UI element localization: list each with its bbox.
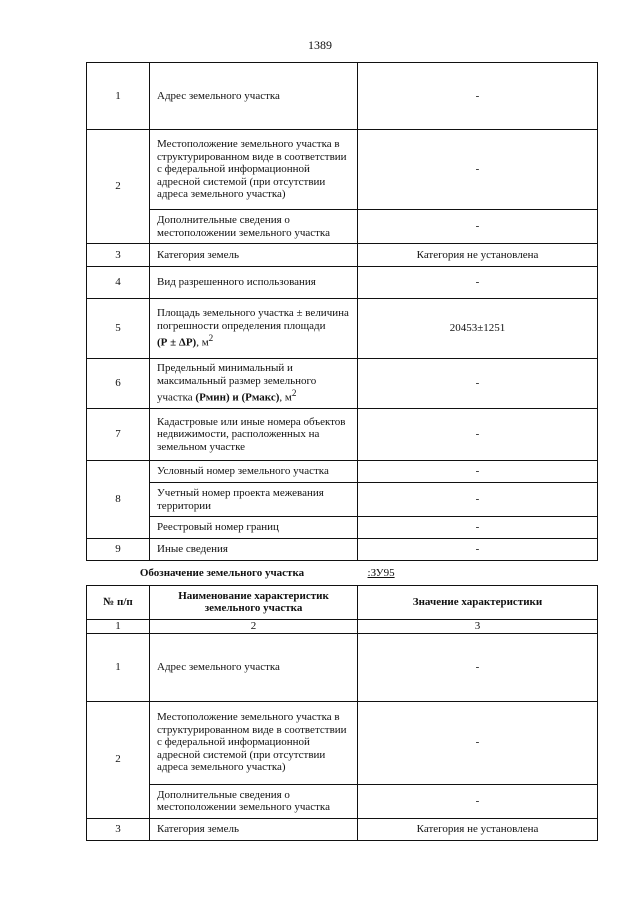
area-unit: , м (196, 337, 209, 350)
header-row (87, 585, 598, 619)
page-number: 1389 (308, 38, 332, 52)
row-value: - (358, 539, 598, 561)
table-row (87, 299, 598, 359)
row-value: - (358, 210, 598, 244)
row-number: 4 (87, 267, 150, 299)
row-label: Кадастровые или иные номера объектов недвижимости, расположенных на земельном участке (150, 409, 358, 461)
row-label: Дополнительные сведения о местоположении земельного участка (150, 210, 358, 244)
header-num: № п/п (87, 585, 150, 619)
row-number: 2 (87, 701, 150, 818)
column-number: 2 (150, 619, 358, 633)
row-label: Вид разрешенного использования (150, 267, 358, 299)
table-row (87, 130, 598, 210)
row-label: Категория земель (150, 244, 358, 267)
row-number: 8 (87, 461, 150, 539)
size-unit-power: 2 (291, 388, 297, 399)
table-row (87, 633, 598, 701)
row-number: 1 (87, 63, 150, 130)
row-number: 9 (87, 539, 150, 561)
header-value: Значение характеристики (358, 585, 598, 619)
row-label: Реестровый номер границ (150, 517, 358, 539)
area-formula: (Р ± ΔР) (157, 337, 197, 350)
row-value: - (358, 633, 598, 701)
row-label: Дополнительные сведения о местоположении земельного участка (150, 784, 358, 818)
row-label: Учетный номер проекта межевания территории (150, 483, 358, 517)
row-value: Категория не установлена (358, 818, 598, 840)
row-value: Категория не установлена (358, 244, 598, 267)
row-label: Адрес земельного участка (150, 63, 358, 130)
header-name: Наименование характеристик земельного участка (150, 585, 358, 619)
row-label: Местоположение земельного участка в структурированном виде в соответствии с федеральной информационной адресной системой (при отсутствии адреса земельного участка) (150, 130, 358, 210)
row-value: 20453±1251 (358, 299, 598, 359)
row-value: - (358, 461, 598, 483)
column-number-row (87, 619, 598, 633)
row-number: 3 (87, 244, 150, 267)
table-row (87, 701, 598, 784)
row-label: Иные сведения (150, 539, 358, 561)
row-number: 7 (87, 409, 150, 461)
row-number: 1 (87, 633, 150, 701)
row-label (150, 299, 358, 359)
table-row (87, 267, 598, 299)
area-label-text: Площадь земельного участка ± величина погрешности определения площади (157, 307, 349, 332)
table-row (87, 483, 598, 517)
row-label (150, 359, 358, 409)
area-unit-power: 2 (208, 333, 214, 344)
row-value: - (358, 63, 598, 130)
row-label: Адрес земельного участка (150, 633, 358, 701)
row-value: - (358, 784, 598, 818)
row-number: 5 (87, 299, 150, 359)
land-plot-table-2 (86, 561, 598, 841)
row-value: - (358, 267, 598, 299)
row-value: - (358, 359, 598, 409)
designation-row (87, 561, 598, 585)
column-number: 1 (87, 619, 150, 633)
row-label: Условный номер земельного участка (150, 461, 358, 483)
table-row (87, 784, 598, 818)
land-plot-table-1 (86, 62, 598, 561)
size-label-text: Предельный минимальный и максимальный размер земельного участка (157, 362, 317, 405)
designation-label: Обозначение земельного участка (139, 566, 305, 579)
table-row (87, 210, 598, 244)
column-number: 3 (358, 619, 598, 633)
row-number: 3 (87, 818, 150, 840)
table-row (87, 244, 598, 267)
designation-value: :ЗУ95 (367, 566, 395, 579)
size-formula: (Рмин) и (Рмакс) (195, 392, 280, 405)
row-value: - (358, 409, 598, 461)
table-row (87, 517, 598, 539)
table-row (87, 818, 598, 840)
row-value: - (358, 130, 598, 210)
row-value: - (358, 483, 598, 517)
table-row (87, 539, 598, 561)
row-label: Категория земель (150, 818, 358, 840)
row-value: - (358, 517, 598, 539)
table-row (87, 461, 598, 483)
row-number: 6 (87, 359, 150, 409)
row-value: - (358, 701, 598, 784)
row-number: 2 (87, 130, 150, 244)
table-row (87, 359, 598, 409)
table-row (87, 409, 598, 461)
row-label: Местоположение земельного участка в структурированном виде в соответствии с федеральной информационной адресной системой (при отсутствии адреса земельного участка) (150, 701, 358, 784)
size-unit: , м (279, 392, 292, 405)
table-row (87, 63, 598, 130)
